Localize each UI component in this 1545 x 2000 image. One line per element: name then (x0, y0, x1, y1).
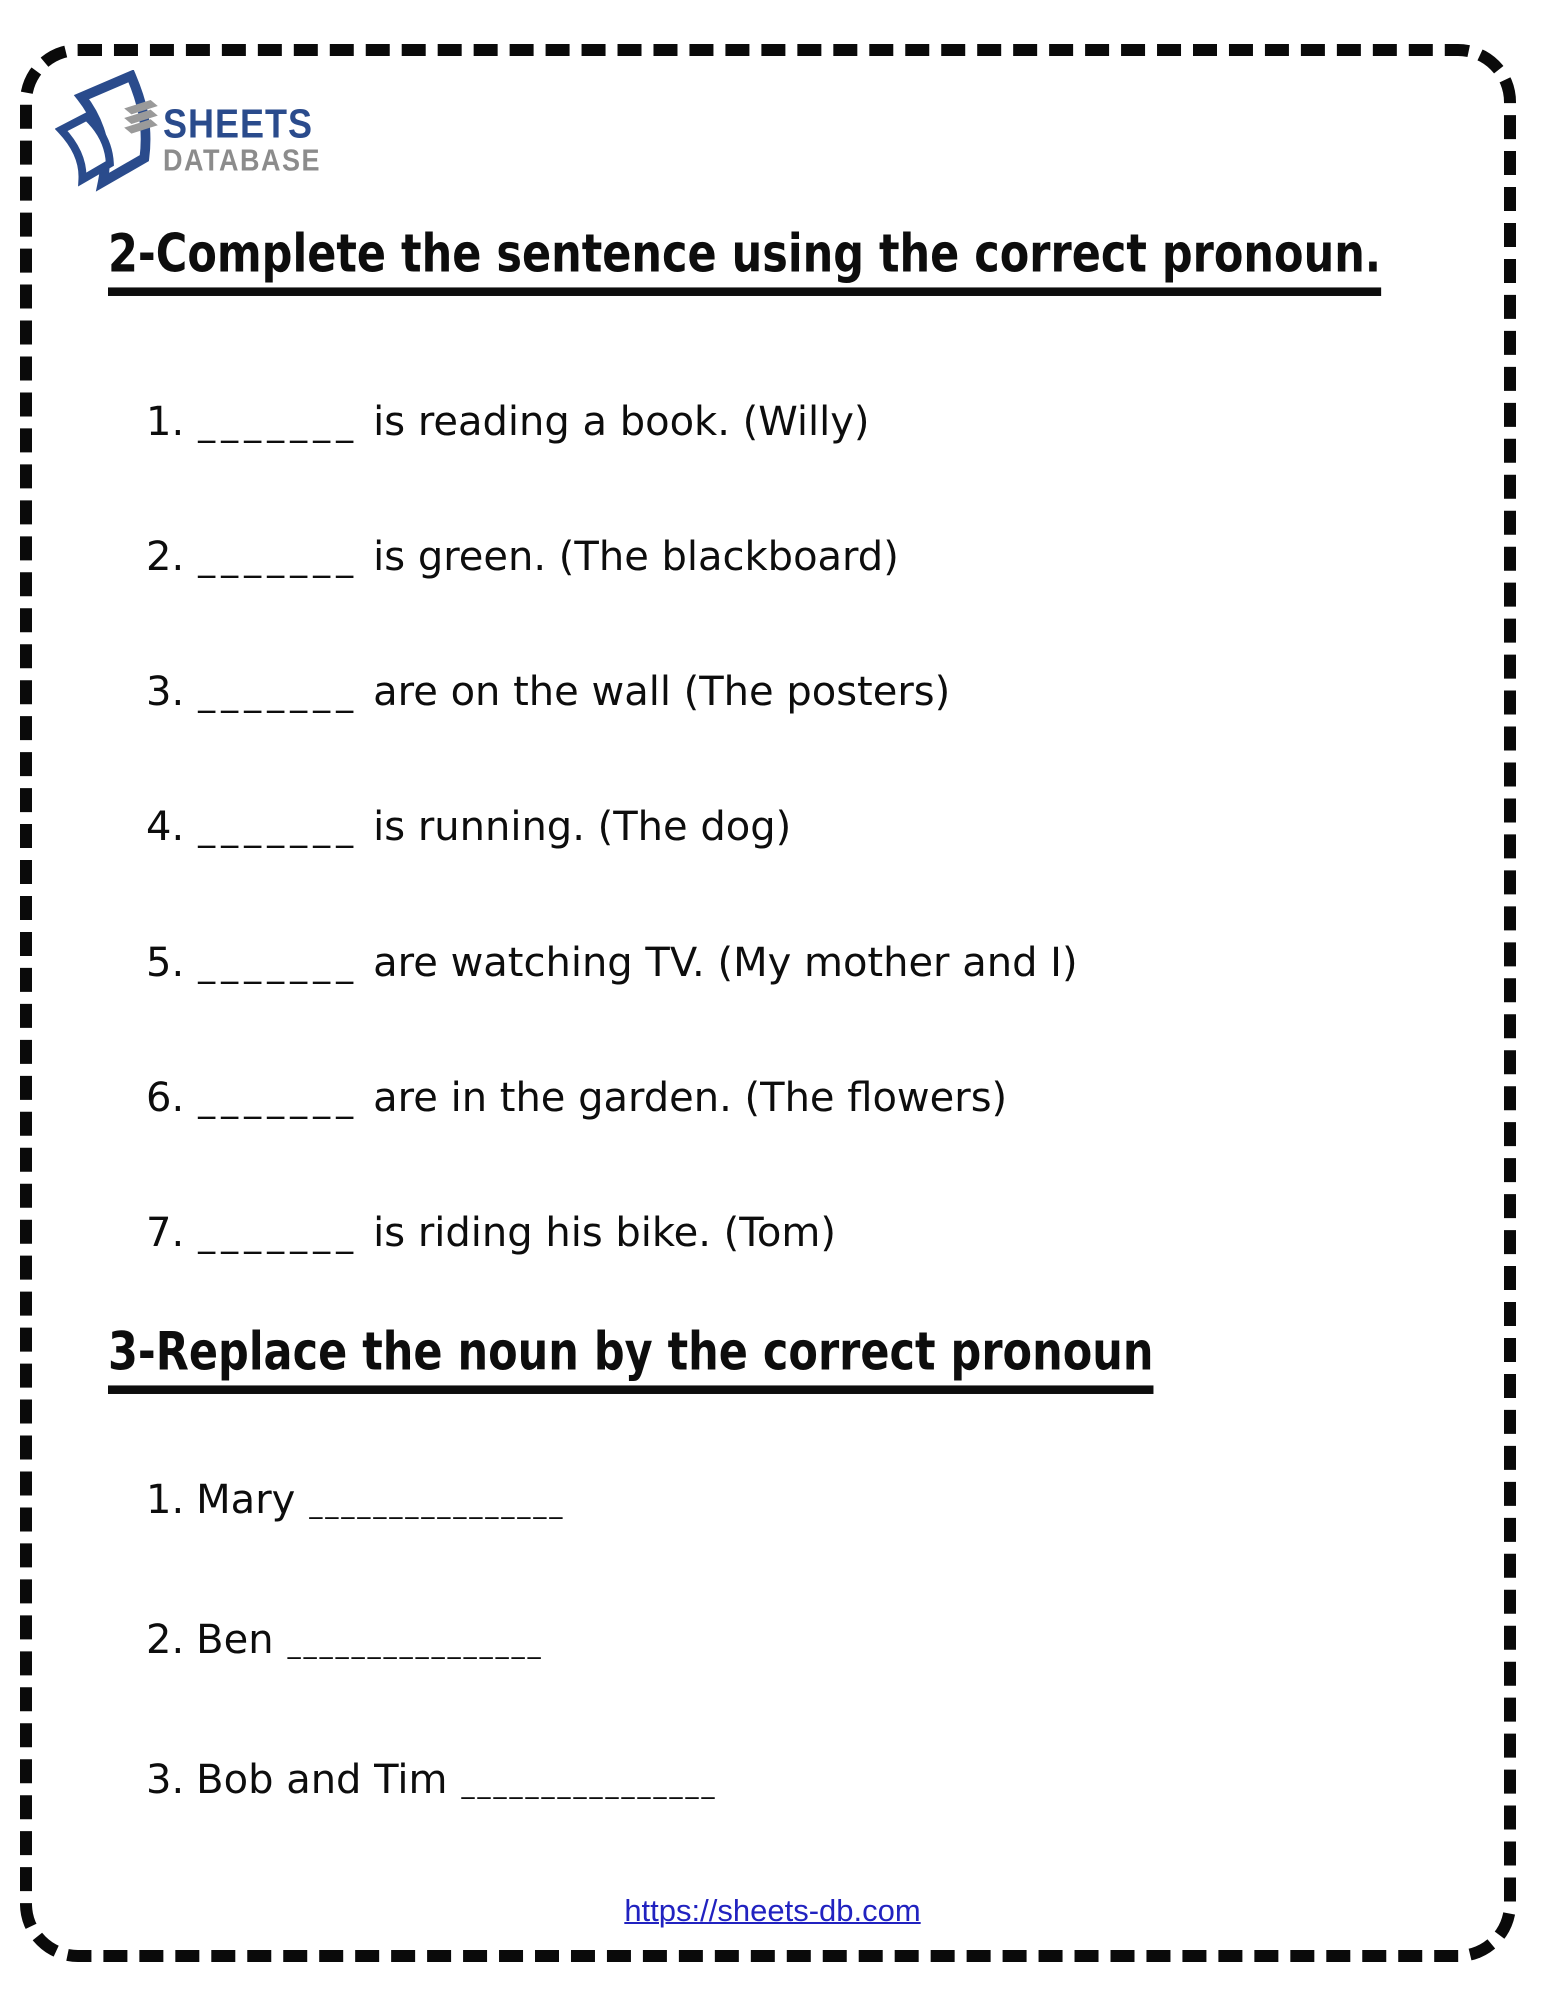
dashed-page-border (20, 44, 1516, 1962)
item-number: 6. (146, 1075, 185, 1121)
item-number: 1. (146, 399, 185, 445)
answer-blank: _______ (198, 674, 360, 714)
sentence-item-3 (146, 668, 950, 716)
paper-stack-icon (117, 96, 165, 140)
sentence-item-2 (146, 533, 899, 581)
item-text: are watching TV. (My mother and I) (373, 940, 1078, 986)
item-text: is reading a book. (Willy) (373, 399, 870, 445)
sentence-item-5 (146, 939, 1078, 987)
sentence-item-7 (146, 1209, 836, 1257)
logo-wordmark (163, 100, 321, 178)
item-number: 2. (146, 1617, 185, 1663)
item-number: 5. (146, 940, 185, 986)
sentence-item-6 (146, 1074, 1007, 1122)
item-number: 2. (146, 534, 185, 580)
item-number: 7. (146, 1210, 185, 1256)
noun-item-2 (146, 1616, 544, 1664)
noun-item-1 (146, 1476, 565, 1524)
answer-blank: _______ (198, 809, 360, 849)
site-link[interactable]: https://sheets-db.com (624, 1893, 921, 1928)
answer-blank: ________________ (287, 1630, 544, 1660)
noun-item-3 (146, 1756, 717, 1804)
sentence-item-4 (146, 803, 791, 851)
section-2-title: 2-Complete the sentence using the correct pronoun. (108, 224, 1382, 285)
item-text: Bob and Tim (196, 1757, 448, 1803)
answer-blank: _______ (198, 404, 360, 444)
logo-title: SHEETS (163, 100, 314, 147)
item-number: 4. (146, 804, 185, 850)
answer-blank: _______ (198, 1080, 360, 1120)
answer-blank: ________________ (309, 1490, 566, 1520)
item-text: are in the garden. (The flowers) (373, 1075, 1008, 1121)
item-number: 3. (146, 669, 185, 715)
answer-blank: _______ (198, 945, 360, 985)
item-number: 3. (146, 1757, 185, 1803)
logo-subtitle: DATABASE (163, 143, 321, 178)
item-text: Ben (196, 1617, 274, 1663)
item-text: is running. (The dog) (373, 804, 792, 850)
section-3-title: 3-Replace the noun by the correct pronoun (108, 1322, 1154, 1383)
item-text: is green. (The blackboard) (373, 534, 899, 580)
item-number: 1. (146, 1477, 185, 1523)
answer-blank: ________________ (461, 1770, 718, 1800)
footer (0, 1893, 1545, 1929)
sentence-item-1 (146, 398, 870, 446)
item-text: is riding his bike. (Tom) (373, 1210, 836, 1256)
sheets-database-logo (55, 68, 355, 208)
item-text: Mary (196, 1477, 296, 1523)
answer-blank: _______ (198, 1215, 360, 1255)
item-text: are on the wall (The posters) (373, 669, 951, 715)
answer-blank: _______ (198, 539, 360, 579)
